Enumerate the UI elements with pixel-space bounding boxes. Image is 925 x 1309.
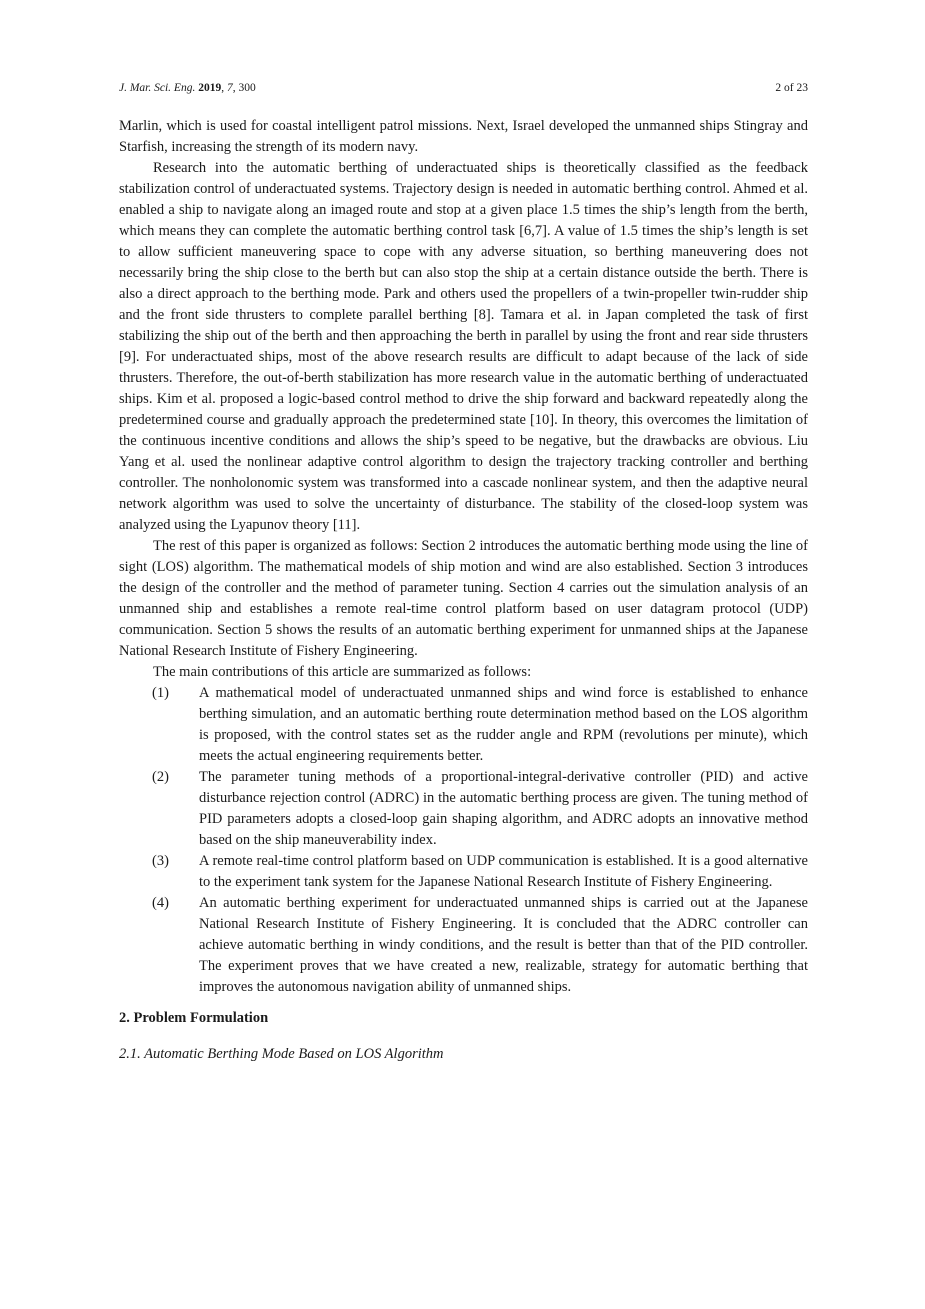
paragraph-related-work: Research into the automatic berthing of underactuated ships is theoretically classified as the feedback stabilization control of underactuated systems. Trajectory design is needed in automatic berthing control. Ahmed et al. enabled a ship to navigate along an imaged route and stop at a given place 1.5 times the ship’s length from the berth, which means they can complete the automatic berthing control task [6,7]. A value of 1.5 times the ship’s length is set to allow sufficient maneuvering space to cope with any adverse situation, so berthing maneuvering does not necessarily bring the ship close to the berth but can also stop the ship at a certain distance outside the berth. There is also a direct approach to the berthing mode. Park and others used the propellers of a twin-propeller twin-rudder ship and the front side thrusters to complete parallel berthing [8]. Tamara et al. in Japan completed the task of first stabilizing the ship out of the berth and then approaching the berth in parallel by using the front and rear side thrusters [9]. For underactuated ships, most of the above research results are difficult to adapt because of the lack of side thrusters. Therefore, the out-of-berth stabilization has more research value in the automatic berthing of underactuated ships. Kim et al. proposed a logic-based control method to drive the ship forward and backward repeatedly along the predetermined course and gradually approach the predetermined state [10]. In theory, this overcomes the limitation of the continuous incentive conditions and allows the ship’s speed to be negative, but the drawbacks are obvious. Liu Yang et al. used the nonlinear adaptive control algorithm to design the trajectory tracking controller and berthing controller. The nonholonomic system was transformed into a cascade nonlinear system, and then the adaptive neural network algorithm was used to solve the uncertainty of disturbance. The stability of the closed-loop system was analyzed using the Lyapunov theory [11]. [119,160,808,533]
journal-article: 300 [238,82,256,94]
subsection-heading: 2.1. Automatic Berthing Mode Based on LOS Algorithm [119,1046,444,1062]
list-item [119,683,808,767]
paragraph-continued: Marlin, which is used for coastal intelligent patrol missions. Next, Israel developed the unmanned ships Stingray and Starfish, increasing the strength of its modern navy. [119,118,808,155]
section-heading: 2. Problem Formulation [119,1010,269,1026]
page-number: 2 of 23 [775,82,808,94]
paragraph-contributions-intro: The main contributions of this article are summarized as follows: [153,664,532,680]
contributions-list [119,683,808,998]
list-item-number: (3) [152,853,169,869]
list-item-text: A mathematical model of underactuated unmanned ships and wind force is established to enhance berthing simulation, and an automatic berthing route determination method based on the LOS algorithm is proposed, with the control states set as the rudder angle and RPM (revolutions per minute), which meets the actual engineering requirements better. [199,685,808,764]
list-item [119,893,808,998]
journal-volume: 7 [226,82,233,94]
list-item-text: A remote real-time control platform based on UDP communication is established. It is a good alternative to the experiment tank system for the Japanese National Research Institute of Fishery Engineering. [199,853,808,890]
body-text [119,116,808,1065]
list-item [119,767,808,851]
paragraph-organization: The rest of this paper is organized as follows: Section 2 introduces the automatic berthing mode using the line of sight (LOS) algorithm. The mathematical models of ship motion and wind are also established. Section 3 introduces the design of the controller and the method of parameter tuning. Section 4 carries out the simulation analysis of an unmanned ship and establishes a remote real-time control platform based on user datagram protocol (UDP) communication. Section 5 shows the results of an automatic berthing experiment for unmanned ships at the Japanese National Research Institute of Fishery Engineering. [119,538,808,659]
list-item-text: The parameter tuning methods of a proportional-integral-derivative controller (PID) and active disturbance rejection control (ADRC) in the automatic berthing process are given. The tuning method of PID parameters adopts a closed-loop gain shaping algorithm, and ADRC adopts an innovative method based on the ship maneuverability index. [199,769,808,848]
list-item-number: (4) [152,895,169,911]
journal-year: 2019 [198,82,222,94]
list-item-text: An automatic berthing experiment for underactuated unmanned ships is carried out at the Japanese National Research Institute of Fishery Engineering. It is concluded that the ADRC controller can achieve automatic berthing in windy conditions, and the result is better than that of the PID controller. The experiment proves that we have created a new, realizable, strategy for automatic berthing that improves the autonomous navigation ability of unmanned ships. [199,895,808,995]
list-item [119,851,808,893]
list-item-number: (2) [152,769,169,785]
journal-abbrev: J. Mar. Sci. Eng. [119,82,196,94]
journal-citation: J. Mar. Sci. Eng. 2019, 7, 300 [119,82,256,94]
list-item-number: (1) [152,685,169,701]
